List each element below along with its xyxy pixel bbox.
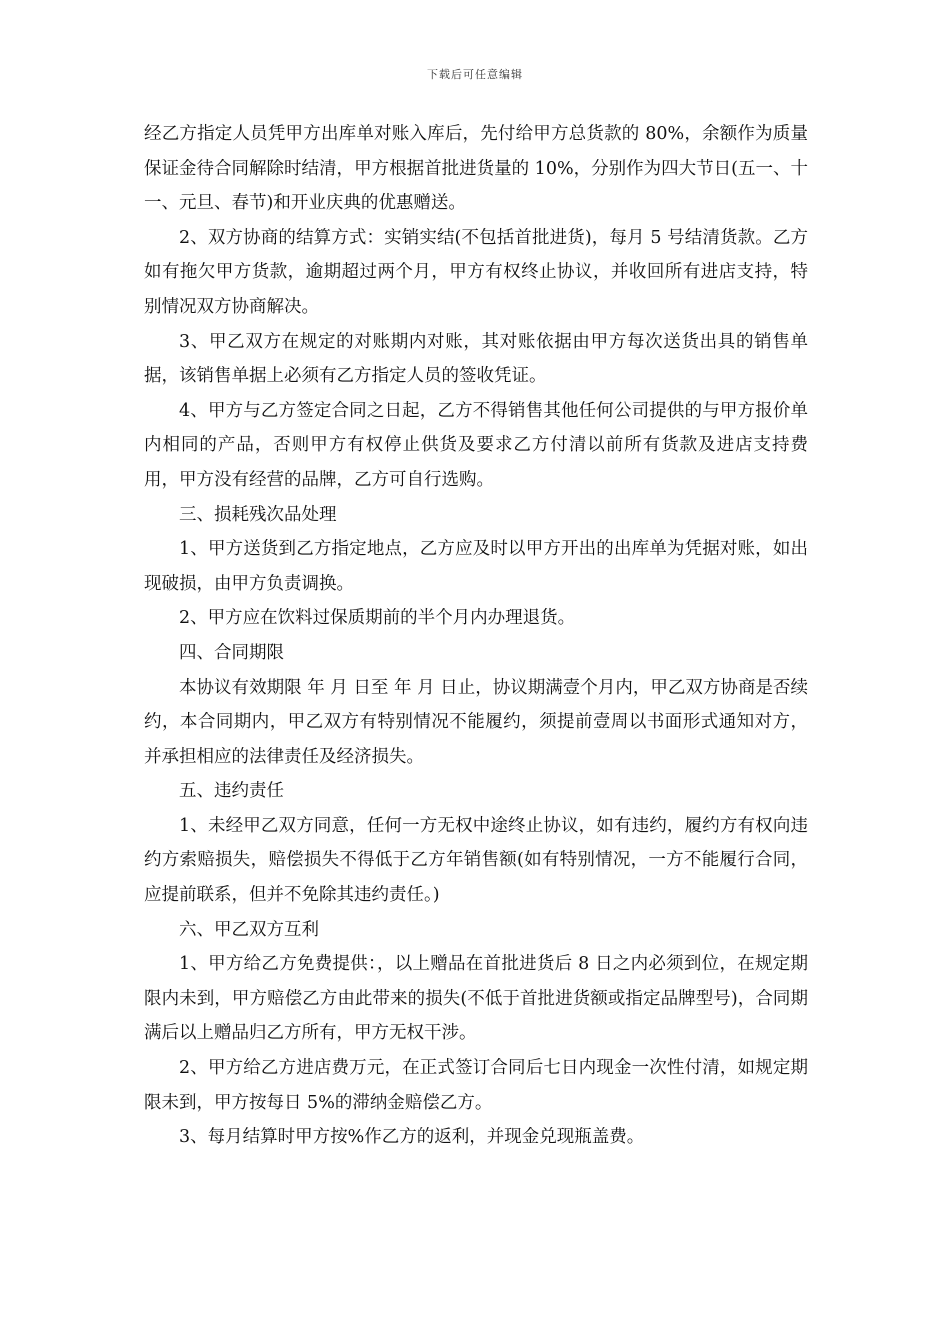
section-heading-mutual-benefit: 六、甲乙双方互利 <box>179 919 319 940</box>
section-heading-breach: 五、违约责任 <box>179 781 284 802</box>
section-heading-contract-term: 四、合同期限 <box>179 642 284 663</box>
paragraph-rebate: 3、每月结算时甲方按%作乙方的返利，并现金兑现瓶盖费。 <box>179 1127 645 1148</box>
paragraph-payment-terms: 经乙方指定人员凭甲方出库单对账入库后，先付给甲方总货款的 80%，余额作为质量保证金待合同解除时结清，甲方根据首批进货量的 10%，分别作为四大节日(五一、十一、元旦、春节)和开业庆典的优惠赠送。 <box>144 124 808 214</box>
page-header: 下载后可任意编辑 <box>427 68 523 81</box>
paragraph-exclusivity: 4、甲方与乙方签定合同之日起，乙方不得销售其他任何公司提供的与甲方报价单内相同的产品，否则甲方有权停止供货及要求乙方付清以前所有货款及进店支持费用，甲方没有经营的品牌，乙方可自行选购。 <box>144 400 808 490</box>
paragraph-returns: 2、甲方应在饮料过保质期前的半个月内办理退货。 <box>179 608 576 629</box>
paragraph-validity-period: 本协议有效期限 年 月 日至 年 月 日止，协议期满壹个月内，甲乙双方协商是否续约，本合同期内，甲乙双方有特别情况不能履约，须提前壹周以书面形式通知对方，并承担相应的法律责任及经济损失。 <box>144 677 808 767</box>
section-heading-damaged-goods: 三、损耗残次品处理 <box>179 504 337 525</box>
paragraph-breakage: 1、甲方送货到乙方指定地点，乙方应及时以甲方开出的出库单为凭据对账，如出现破损，由甲方负责调换。 <box>144 539 808 594</box>
paragraph-free-gifts: 1、甲方给乙方免费提供：，以上赠品在首批进货后 8 日之内必须到位，在规定期限内未到，甲方赔偿乙方由此带来的损失(不低于首批进货额或指定品牌型号)，合同期满后以上赠品归乙方所有，甲方无权干涉。 <box>144 954 808 1044</box>
paragraph-entry-fee: 2、甲方给乙方进店费万元，在正式签订合同后七日内现金一次性付清，如规定期限未到，甲方按每日 5%的滞纳金赔偿乙方。 <box>144 1058 808 1113</box>
paragraph-settlement-method: 2、双方协商的结算方式：实销实结(不包括首批进货)，每月 5 号结清货款。乙方如有拖欠甲方货款，逾期超过两个月，甲方有权终止协议，并收回所有进店支持，特别情况双方协商解决。 <box>144 227 808 317</box>
paragraph-breach-liability: 1、未经甲乙双方同意，任何一方无权中途终止协议，如有违约，履约方有权向违约方索赔损失，赔偿损失不得低于乙方年销售额(如有特别情况，一方不能履行合同，应提前联系，但并不免除其违约责任。) <box>144 815 808 906</box>
paragraph-reconciliation: 3、甲乙双方在规定的对账期内对账，其对账依据由甲方每次送货出具的销售单据，该销售单据上必须有乙方指定人员的签收凭证。 <box>144 331 808 387</box>
document-body <box>144 117 808 1155</box>
